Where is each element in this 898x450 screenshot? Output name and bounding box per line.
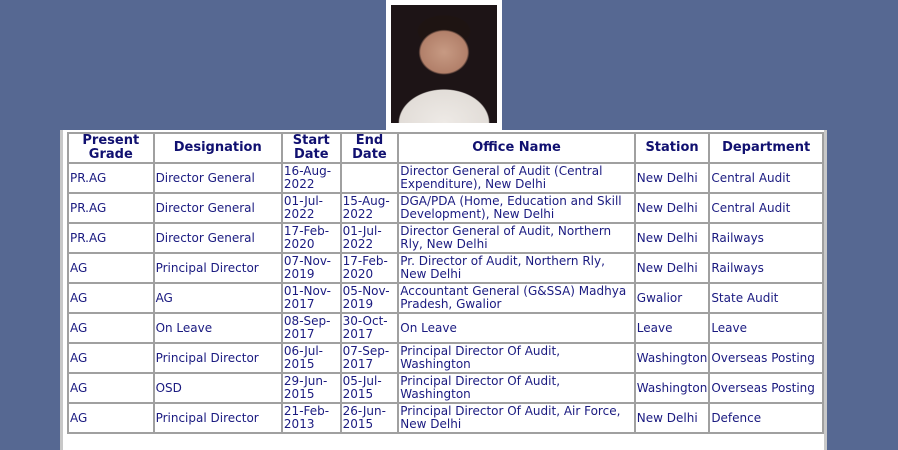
cell-office-name: On Leave [398,313,635,343]
cell-station: New Delhi [635,253,710,283]
header-office-name: Office Name [398,133,635,163]
cell-present-grade: AG [68,373,154,403]
cell-start-date: 07-Nov-2019 [282,253,341,283]
table-row [68,313,823,343]
cell-designation: On Leave [154,313,282,343]
cell-start-date: 01-Nov-2017 [282,283,341,313]
cell-present-grade: AG [68,343,154,373]
cell-department: Railways [709,253,823,283]
cell-end-date: 15-Aug-2022 [341,193,399,223]
cell-end-date: 01-Jul-2022 [341,223,399,253]
cell-present-grade: PR.AG [68,163,154,193]
cell-present-grade: AG [68,283,154,313]
cell-designation: OSD [154,373,282,403]
cell-station: New Delhi [635,403,710,433]
cell-department: Overseas Posting [709,343,823,373]
cell-start-date: 16-Aug-2022 [282,163,341,193]
cell-office-name: Pr. Director of Audit, Northern Rly, New Delhi [398,253,635,283]
cell-start-date: 29-Jun-2015 [282,373,341,403]
cell-department: Overseas Posting [709,373,823,403]
cell-office-name: Principal Director Of Audit, Washington [398,343,635,373]
person-photo-icon [391,5,497,123]
table-row [68,253,823,283]
cell-present-grade: PR.AG [68,223,154,253]
header-end-date: End Date [341,133,399,163]
cell-office-name: Principal Director Of Audit, Air Force, New Delhi [398,403,635,433]
cell-station: Washington [635,373,710,403]
cell-office-name: Director General of Audit, Northern Rly, New Delhi [398,223,635,253]
cell-station: New Delhi [635,193,710,223]
cell-office-name: Director General of Audit (Central Expenditure), New Delhi [398,163,635,193]
header-department: Department [709,133,823,163]
cell-end-date: 07-Sep-2017 [341,343,399,373]
cell-department: State Audit [709,283,823,313]
cell-designation: AG [154,283,282,313]
cell-start-date: 08-Sep-2017 [282,313,341,343]
cell-office-name: DGA/PDA (Home, Education and Skill Development), New Delhi [398,193,635,223]
cell-designation: Director General [154,223,282,253]
cell-end-date: 17-Feb-2020 [341,253,399,283]
cell-present-grade: PR.AG [68,193,154,223]
cell-start-date: 06-Jul-2015 [282,343,341,373]
header-start-date: Start Date [282,133,341,163]
header-designation: Designation [154,133,282,163]
cell-office-name: Principal Director Of Audit, Washington [398,373,635,403]
table-row [68,373,823,403]
cell-start-date: 01-Jul-2022 [282,193,341,223]
cell-start-date: 17-Feb-2020 [282,223,341,253]
cell-department: Leave [709,313,823,343]
cell-designation: Director General [154,163,282,193]
cell-designation: Principal Director [154,343,282,373]
profile-photo-frame [386,0,502,130]
cell-end-date: 05-Nov-2019 [341,283,399,313]
cell-department: Defence [709,403,823,433]
cell-present-grade: AG [68,313,154,343]
table-row [68,343,823,373]
posting-history-panel [60,130,827,450]
table-row [68,403,823,433]
table-header-row [68,133,823,163]
cell-end-date: 30-Oct-2017 [341,313,399,343]
cell-station: Gwalior [635,283,710,313]
cell-start-date: 21-Feb-2013 [282,403,341,433]
header-present-grade: Present Grade [68,133,154,163]
cell-present-grade: AG [68,253,154,283]
cell-department: Central Audit [709,163,823,193]
cell-department: Railways [709,223,823,253]
cell-designation: Director General [154,193,282,223]
cell-designation: Principal Director [154,403,282,433]
header-station: Station [635,133,710,163]
cell-office-name: Accountant General (G&SSA) Madhya Pradesh, Gwalior [398,283,635,313]
table-row [68,193,823,223]
table-row [68,163,823,193]
cell-end-date [341,163,399,193]
table-row [68,283,823,313]
cell-station: New Delhi [635,163,710,193]
table-row [68,223,823,253]
cell-station: Washington [635,343,710,373]
cell-end-date: 05-Jul-2015 [341,373,399,403]
posting-history-table [67,132,824,434]
cell-station: Leave [635,313,710,343]
cell-department: Central Audit [709,193,823,223]
cell-designation: Principal Director [154,253,282,283]
cell-present-grade: AG [68,403,154,433]
cell-station: New Delhi [635,223,710,253]
cell-end-date: 26-Jun-2015 [341,403,399,433]
